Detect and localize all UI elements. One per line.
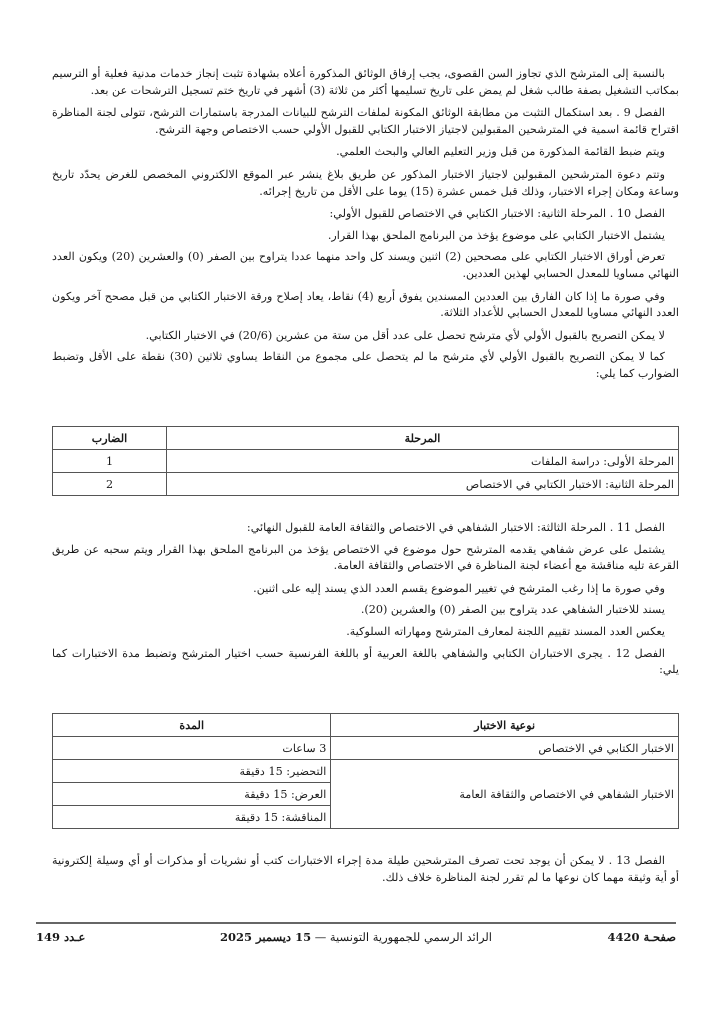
column-header-exam-type: نوعية الاختبار xyxy=(331,714,679,737)
journal-name: الرائد الرسمي للجمهورية التونسية — xyxy=(314,930,492,944)
issue-number: عـدد 149 xyxy=(36,930,86,944)
issue-date: 15 ديسمبر 2025 xyxy=(219,930,312,944)
column-header-coefficient: الضارب xyxy=(53,427,167,450)
table-row xyxy=(53,737,679,760)
paragraph-age-exception: بالنسبة إلى المترشح الذي تجاوز السن القصوى، يجب إرفاق الوثائق المذكورة أعلاه بشهادة تثبت إنجاز خدمات مدنية فعلية أو الترسيم بمكاتب التشغيل بصفة طالب شغل لم يمض على تاريخ تسليمها أكثر من ثلاثة (3) أشهر في تاريخ ختم تسجيل الترشحات عن بعد. xyxy=(52,67,679,97)
document-body-top xyxy=(52,66,679,389)
journal-title xyxy=(36,930,676,944)
table-row xyxy=(53,450,679,473)
document-body-middle xyxy=(52,520,679,685)
cell-exam-type: الاختبار الشفاهي في الاختصاص والثقافة العامة xyxy=(331,760,679,829)
heading-article-10: الفصل 10 . المرحلة الثانية: الاختبار الكتابي في الاختصاص للقبول الأولي: xyxy=(329,207,665,221)
cell-duration-preparation: التحضير: 15 دقيقة xyxy=(53,760,331,783)
cell-stage: المرحلة الأولى: دراسة الملفات xyxy=(167,450,679,473)
cell-coefficient: 2 xyxy=(53,473,167,496)
paragraph-invitation: وتتم دعوة المترشحين المقبولين لاجتياز الاختبار المذكور عن طريق بلاغ ينشر عبر الموقع الالكتروني المخصص للغرض يحدّد تاريخ وساعة ومكان إجراء الاختبار، وذلك قبل خمس عشرة (15) يوما على الأقل من تاريخ إجرائه. xyxy=(52,167,679,198)
cell-duration: 3 ساعات xyxy=(53,737,331,760)
cell-duration-presentation: العرض: 15 دقيقة xyxy=(53,783,331,806)
page-number: صفحـة 4420 xyxy=(607,930,676,944)
heading-article-11: الفصل 11 . المرحلة الثالثة: الاختبار الشفاهي في الاختصاص والثقافة العامة للقبول النهائي: xyxy=(246,521,665,534)
cell-exam-type: الاختبار الكتابي في الاختصاص xyxy=(331,737,679,760)
footer-divider xyxy=(36,922,676,924)
paragraph-oral-score: يسند للاختبار الشفاهي عدد يتراوح بين الصفر (0) والعشرين (20). xyxy=(360,603,665,617)
table-header-row xyxy=(53,714,679,737)
paragraph-coefficients-intro: كما لا يمكن التصريح بالقبول الأولي لأي مترشح ما لم يتحصل على مجموع من النقاط يساوي ثلاثين (30) نقطة على الأقل وتضبط الضوارب كما يلي: xyxy=(52,350,679,380)
coefficients-table xyxy=(52,426,679,496)
paragraph-two-correctors: تعرض أوراق الاختبار الكتابي على مصححين (2) اثنين ويسند كل واحد منهما عددا يتراوح بين الصفر (0) والعشرين (20) ويكون العدد النهائي مساويا للمعدل الحسابي لهذين العددين. xyxy=(52,250,679,280)
cell-stage: المرحلة الثانية: الاختبار الكتابي في الاختصاص xyxy=(167,473,679,496)
durations-table xyxy=(52,713,679,829)
paragraph-score-reflects: يعكس العدد المسند تقييم اللجنة لمعارف المترشح ومهاراته السلوكية. xyxy=(346,624,665,638)
paragraph-article-9: الفصل 9 . بعد استكمال التثبت من مطابقة الوثائق المكونة لملفات الترشح للبيانات المدرجة باستمارات الترشح، تتولى لجنة المناظرة اقتراح قائمة اسمية في المترشحين المقبولين لاجتياز الاختبار الكتابي للقبول الأولي حسب الاختصاص وجهة الترشح. xyxy=(52,106,679,136)
document-body-bottom xyxy=(52,853,679,892)
paragraph-article-13: الفصل 13 . لا يمكن أن يوجد تحت تصرف المترشحين طيلة مدة إجراء الاختبارات كتب أو نشريات أو مذكرات أو أي وسيلة إلكترونية أو أية وثيقة مهما كان نوعها ما لم تقرر لجنة المناظرة خلاف ذلك. xyxy=(52,854,679,884)
paragraph-minimum-score: لا يمكن التصريح بالقبول الأولي لأي مترشح تحصل على عدد أقل من ستة من عشرين (20/6) في الاختبار الكتابي. xyxy=(145,328,665,342)
paragraph-topic-change: وفي صورة ما إذا رغب المترشح في تغيير الموضوع يقسم العدد الذي يسند إليه على اثنين. xyxy=(253,581,665,595)
column-header-duration: المدة xyxy=(53,714,331,737)
page-footer xyxy=(36,930,676,950)
cell-duration-discussion: المناقشة: 15 دقيقة xyxy=(53,806,331,829)
paragraph-article-12: الفصل 12 . يجرى الاختباران الكتابي والشفاهي باللغة العربية أو باللغة الفرنسية حسب اختيار المترشح وتضبط مدة الاختبارات كما يلي: xyxy=(52,646,679,677)
paragraph-oral-presentation: يشتمل على عرض شفاهي يقدمه المترشح حول موضوع في الاختصاص يؤخذ من البرنامج الملحق بهذا القرار ويتم سحبه عن طريق القرعة تليه مناقشة مع أعضاء لجنة المناظرة في الاختصاص والثقافة العامة. xyxy=(52,542,679,573)
paragraph-third-corrector: وفي صورة ما إذا كان الفارق بين العددين المسندين يفوق أربع (4) نقاط، يعاد إصلاح ورقة الاختبار الكتابي من قبل مصحح آخر ويكون العدد النهائي مساويا للمعدل الحسابي للأعداد الثلاثة. xyxy=(52,289,679,320)
table-row xyxy=(53,760,679,783)
paragraph-list-validation: ويتم ضبط القائمة المذكورة من قبل وزير التعليم العالي والبحث العلمي. xyxy=(336,145,665,159)
paragraph-written-exam-topic: يشتمل الاختبار الكتابي على موضوع يؤخذ من البرنامج الملحق بهذا القرار. xyxy=(327,228,665,242)
table-header-row xyxy=(53,427,679,450)
cell-coefficient: 1 xyxy=(53,450,167,473)
table-row xyxy=(53,473,679,496)
column-header-stage: المرحلة xyxy=(167,427,679,450)
